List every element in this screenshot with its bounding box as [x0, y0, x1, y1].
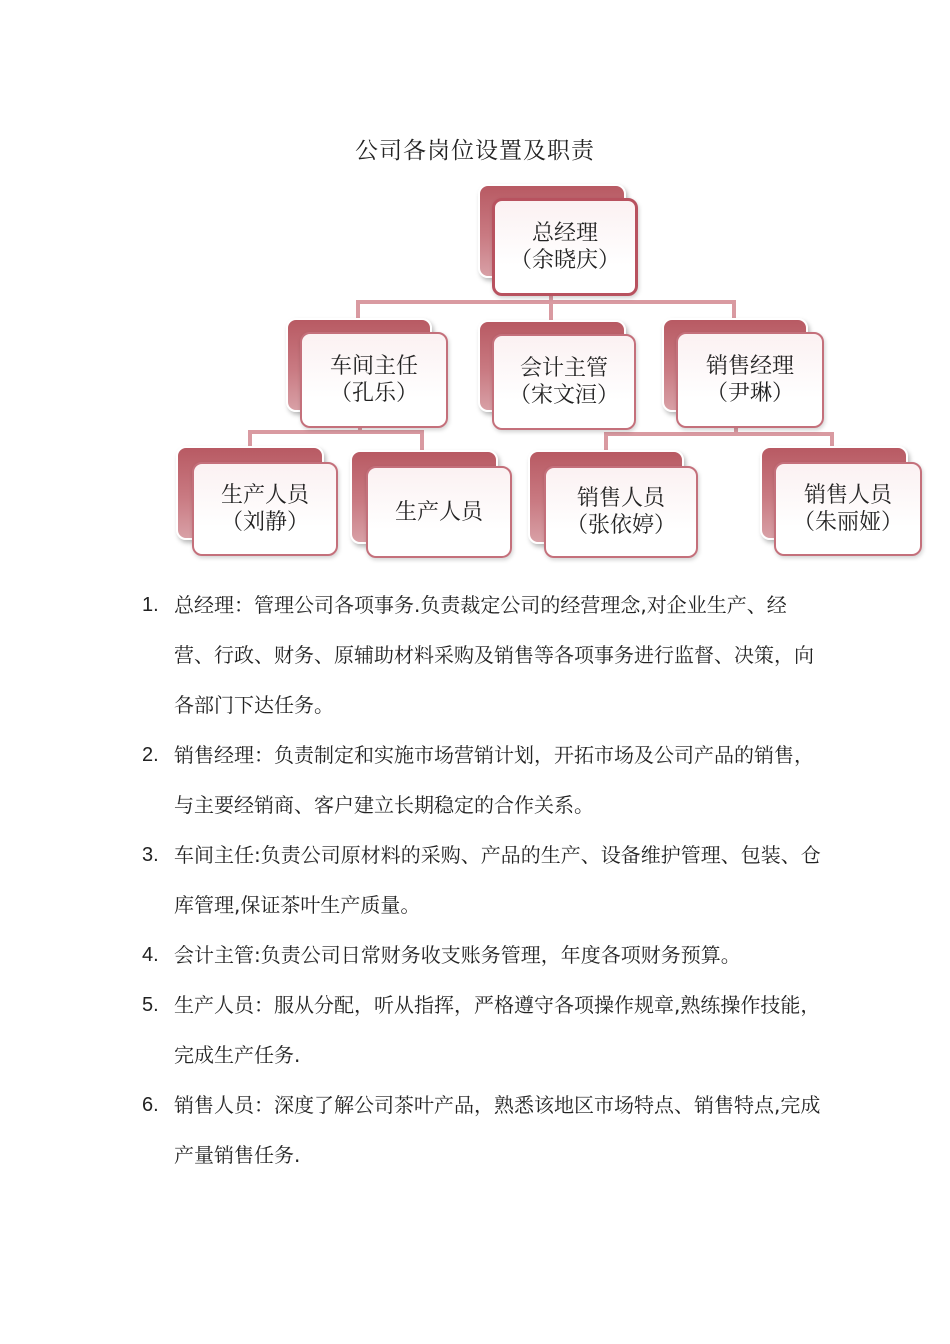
list-number: 6. [142, 1094, 159, 1116]
node-role: 销售人员 [803, 483, 892, 508]
list-item [142, 1080, 822, 1180]
connector [604, 432, 608, 452]
list-item [142, 730, 822, 830]
node-name: （刘静） [220, 510, 309, 535]
page-title: 公司各岗位设置及职责 [355, 138, 595, 164]
node-name: （余晓庆） [509, 248, 620, 273]
connector [732, 300, 736, 320]
connector [248, 430, 424, 434]
list-text: 销售人员：深度了解公司茶叶产品，熟悉该地区市场特点、销售特点,完成产量销售任务. [174, 1093, 821, 1167]
org-chart [0, 0, 950, 570]
list-number: 1. [142, 594, 159, 616]
list-item [142, 980, 822, 1080]
node-role: 销售经理 [705, 354, 794, 379]
list-item [142, 930, 822, 980]
duties-list [142, 580, 822, 1180]
node-name: （孔乐） [329, 381, 418, 406]
connector [420, 430, 424, 450]
node-name: （张依婷） [565, 513, 676, 538]
connector [356, 300, 360, 320]
node-role: 车间主任 [329, 354, 418, 379]
list-text: 生产人员：服从分配，听从指挥，严格遵守各项操作规章,熟练操作技能，完成生产任务. [174, 993, 821, 1067]
list-number: 3. [142, 844, 159, 866]
node-role: 生产人员 [220, 483, 309, 508]
connector [604, 432, 834, 436]
list-number: 2. [142, 744, 159, 766]
node-role: 会计主管 [519, 356, 608, 381]
connector [549, 300, 553, 322]
list-item [142, 830, 822, 930]
node-role: 销售人员 [576, 486, 665, 511]
node-name: （宋文洹） [508, 383, 619, 408]
list-item [142, 580, 822, 730]
connector [356, 300, 736, 304]
list-number: 5. [142, 994, 159, 1016]
list-number: 4. [142, 944, 159, 966]
node-role: 生产人员 [394, 499, 483, 525]
list-text: 销售经理：负责制定和实施市场营销计划，开拓市场及公司产品的销售，与主要经销商、客户建立长期稳定的合作关系。 [174, 743, 814, 817]
node-role: 总经理 [531, 221, 598, 246]
node-name: （朱丽娅） [792, 510, 903, 535]
list-text: 会计主管:负责公司日常财务收支账务管理，年度各项财务预算。 [174, 943, 741, 967]
list-text: 车间主任:负责公司原材料的采购、产品的生产、设备维护管理、包装、仓库管理,保证茶叶生产质量。 [174, 843, 821, 917]
list-text: 总经理：管理公司各项事务.负责裁定公司的经营理念,对企业生产、经营、行政、财务、原辅助材料采购及销售等各项事务进行监督、决策，向各部门下达任务。 [174, 593, 814, 717]
node-name: （尹琳） [705, 381, 794, 406]
